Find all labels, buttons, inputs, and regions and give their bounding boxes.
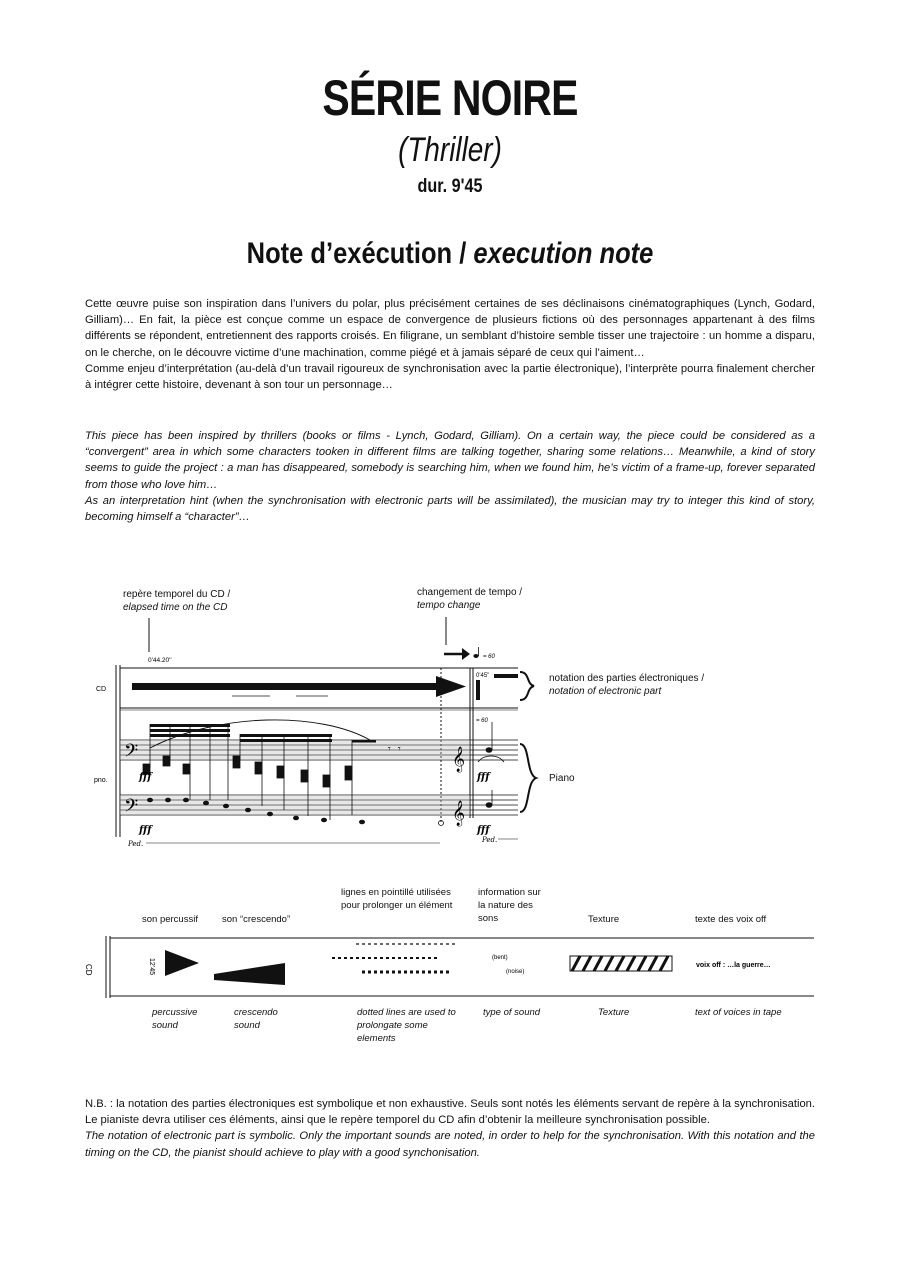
electronic-label-fr: notation des parties électroniques / — [549, 673, 705, 684]
legend-crescendo-fr: son “crescendo” — [222, 914, 291, 925]
legend-voice-fr: texte des voix off — [695, 914, 767, 925]
piano-brace-icon — [520, 744, 536, 812]
bass-clef-icon: 𝄢 — [124, 796, 139, 821]
pedal-mark: Ped. — [482, 836, 498, 844]
tempo-change-arrow-icon — [444, 648, 470, 660]
pno-staff-label: pno. — [94, 777, 108, 784]
heading-fr: Note d’exécution / — [246, 237, 474, 270]
tempo-change-label-fr: changement de tempo / — [417, 587, 523, 598]
time-marker-label-fr: repère temporel du CD / — [123, 589, 231, 600]
intro-fr-paragraph: Cette œuvre puise son inspiration dans l’univers du polar, plus précisément certaines de ses déclinaisons cinématographiques (Lynch, Godard, Gilliam)… En fait, la pièce est conçue comme un espace de convergence de plusieurs fictions où des personnages appartenant à des films différents se répondent, entretiennent des rapports croisés. En filigrane, un semblant d’histoire semble tisser une trajectoire : un homme a disparu, on le cherche, on le découvre victime d’une machination, comme piégé et à jamais séparé de ceux qui l’aiment… — [85, 298, 815, 359]
legend-texture-en: Texture — [598, 1007, 630, 1018]
cd-sustain-arrow-icon — [132, 676, 466, 697]
lower-staff-shade — [120, 795, 470, 815]
dynamic-mark: fff — [139, 825, 152, 836]
legend-percussive-fr: son percussif — [142, 914, 198, 925]
electronic-brace-icon — [520, 672, 534, 700]
treble-clef-icon: 𝄞 — [452, 747, 466, 772]
dynamic-mark: fff — [477, 772, 490, 783]
piece-subtitle: (Thriller) — [398, 131, 502, 169]
cd-staff-label: CD — [96, 686, 107, 693]
piano-label: Piano — [549, 773, 575, 784]
tempo-mark-text-2: = 60 — [476, 718, 488, 724]
time-marker-label-en: elapsed time on the CD — [123, 602, 228, 613]
legend-type-en: type of sound — [483, 1007, 541, 1018]
pedal-mark: Ped. — [128, 840, 144, 848]
legend-percussive-en: percussive sound — [152, 1007, 198, 1031]
tempo-note-icon — [473, 647, 495, 660]
rest-icon: 𝄾 — [398, 744, 401, 755]
nb-note — [85, 1096, 815, 1161]
rest-icon: 𝄾 — [388, 744, 391, 755]
piece-duration: dur. 9'45 — [417, 176, 483, 197]
legend-type-fr: information sur la nature des sons — [478, 887, 541, 924]
nb-fr: N.B. : la notation des parties électroniques est symbolique et non exhaustive. Seuls sont notés les éléments servant de repère à la synchronisation. Le pianiste devra utiliser ces éléments, ainsi que le repère temporel du CD afin d’obtenir la meilleure synchronisation possible. — [85, 1098, 815, 1127]
legend-texture-fr: Texture — [588, 914, 620, 925]
heading-en: execution note — [473, 237, 654, 270]
legend-crescendo-en: crescendo sound — [234, 1007, 278, 1031]
dynamic-mark: fff — [477, 825, 490, 836]
legend-voice-en: text of voices in tape — [695, 1007, 782, 1018]
cd-line-icon — [494, 674, 518, 678]
piece-title: SÉRIE NOIRE — [322, 70, 578, 126]
legend-dotted-fr: lignes en pointillé utilisées pour prolonger un élément — [341, 887, 453, 911]
crescendo-sound-icon — [214, 963, 285, 985]
intro-en-paragraph: This piece has been inspired by thrillers (books or films - Lynch, Godard, Gilliam). On a certain way, the piece could be considered as a “convergent” area in which some characters tooken in different films are talking together, sharing some relations… Meanwhile, a kind of story seems to guide the project : a man has disappeared, somebody is searching him, when we found him, he’s victim of a frame-up, forever separated from those who love him… — [85, 430, 815, 491]
dynamic-mark: fff — [139, 772, 152, 783]
tempo-change-label-en: tempo change — [417, 600, 481, 611]
treble-clef-icon: 𝄞 — [452, 801, 466, 826]
bass-clef-icon: 𝄢 — [124, 741, 139, 766]
time-code-2-text: 0'45'' — [476, 673, 490, 679]
intro-fr-paragraph: Comme enjeu d’interprétation (au-delà d’un travail rigoureux de synchronisation avec la partie électronique), l’interprète pourra finalement chercher à intégrer cette histoire, devenant à son tour un personnage… — [85, 362, 815, 392]
time-code-text: 0'44.20'' — [148, 657, 172, 664]
cd-block-icon — [476, 680, 480, 700]
nb-en: The notation of electronic part is symbolic. Only the important sounds are noted, in order to help for the synchronisation. With this notation and the timing on the CD, the pianist should achieve to play with a good synchonisation. — [85, 1130, 815, 1159]
voice-text: voix off : …la guerre… — [696, 962, 771, 969]
legend-dotted-en: dotted lines are used to prolongate some elements — [357, 1007, 456, 1044]
upper-staff-shade — [120, 740, 470, 760]
electronic-label-en: notation of electronic part — [549, 686, 662, 697]
legend-marker: 12’45 — [148, 958, 155, 976]
legend-cd-label: CD — [84, 964, 93, 976]
tempo-mark-text: = 60 — [483, 654, 495, 660]
intro-en-paragraph: As an interpretation hint (when the synchronisation with electronic parts will be assimilated), the musician may try to integer this kind of story, becoming himself a “character”… — [85, 494, 815, 524]
right-chord — [478, 722, 504, 807]
sound-type-label: (bent) — [492, 955, 508, 961]
percussive-sound-icon — [165, 950, 199, 976]
sound-type-label: (noise) — [506, 969, 525, 975]
texture-icon — [570, 956, 672, 971]
